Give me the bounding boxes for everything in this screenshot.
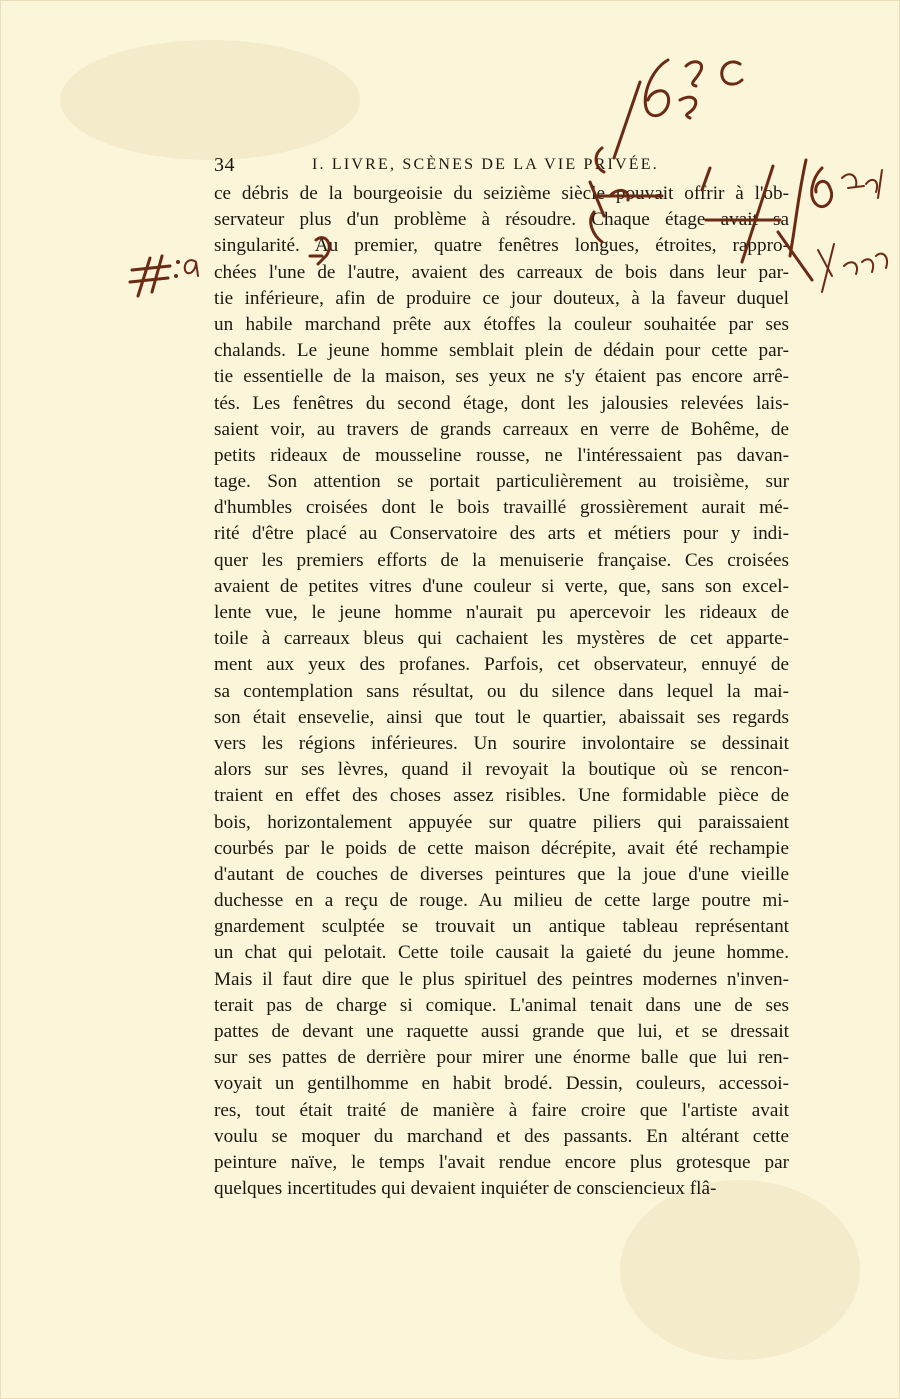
text-line: servateur plus d'un problème à résoudre. Chaque étage avait sa [214,209,789,231]
text-line: Mais il faut dire que le plus spirituel des peintres modernes n'inven- [214,968,789,990]
text-line: vers les régions inférieures. Un sourire involontaire se dessinait [214,732,789,754]
text-line: petits rideaux de mousseline rousse, ne l'intéressaient pas davan- [214,444,789,466]
text-line: rité d'être placé au Conservatoire des arts et métiers pour y indi- [214,523,789,545]
text-line: voyait un gentilhomme en habit brodé. Dessin, couleurs, accessoi- [214,1073,789,1095]
text-line: sa contemplation sans résultat, ou du silence dans lequel la mai- [214,680,789,702]
paper-stain [60,40,360,160]
text-line: d'autant de couches de diverses peintures que la joue d'une vieille [214,863,789,885]
top-margin-note [614,60,742,158]
text-line: un chat qui pelotait. Cette toile causait la gaieté du jeune homme. [214,942,789,964]
text-line: peinture naïve, le temps l'avait rendue encore plus grotesque par [214,1151,789,1173]
text-line: avaient de petites vitres d'une couleur si verte, que, sans son excel- [214,575,789,597]
text-line: chées l'une de l'autre, avaient des carreaux de bois dans leur par- [214,261,789,283]
text-line: toile à carreaux bleus qui cachaient les mystères de cet apparte- [214,628,789,650]
paper-stain [620,1180,860,1360]
text-line: chalands. Le jeune homme semblait plein de dédain pour cette par- [214,340,789,362]
page-header [214,154,789,180]
text-line: gnardement sculptée se trouvait un antique tableau représentant [214,916,789,938]
text-line: ment aux yeux des profanes. Parfois, cet observateur, ennuyé de [214,654,789,676]
text-line: quelques incertitudes qui devaient inquiéter de consciencieux flâ- [214,1178,717,1200]
text-line: tie inférieure, afin de produire ce jour douteux, à la faveur duquel [214,287,789,309]
text-line: terait pas de charge si comique. L'animal tenait dans une de ses [214,994,789,1016]
text-line: sur ses pattes de derrière pour mirer une énorme balle que lui ren- [214,1047,789,1069]
text-line: pattes de devant une raquette aussi grande que lui, et se dressait [214,1021,789,1042]
text-line: un habile marchand prête aux étoffes la couleur souhaitée par ses [214,313,789,335]
text-line: res, tout était traité de manière à faire croire que l'artiste avait [214,1099,789,1121]
text-line: voulu se moquer du marchand et des passants. En altérant cette [214,1125,789,1147]
text-line: singularité. Au premier, quatre fenêtres longues, étroites, rappro- [214,235,789,257]
text-line: duchesse en a reçu de rouge. Au milieu de cette large poutre mi- [214,890,789,912]
text-line: bois, horizontalement appuyée sur quatre piliers qui paraissaient [214,811,789,833]
text-line: d'humbles croisées dont le bois travaillé grossièrement aurait mé- [214,497,789,519]
text-line: tage. Son attention se portait particulièrement au troisième, sur [214,471,789,493]
text-line: tie essentielle de la maison, ses yeux ne s'y étaient pas encore arrê- [214,366,789,388]
text-line: traient en effet des choses assez risibles. Une formidable pièce de [214,785,789,807]
text-line: quer les premiers efforts de la menuiserie française. Ces croisées [214,549,789,571]
text-line: alors sur ses lèvres, quand il revoyait la boutique où se rencon- [214,759,789,781]
page-number: 34 [214,154,235,176]
text-line: saient voir, au travers de grands carreaux en verre de Bohême, de [214,418,789,440]
text-line: lente vue, le jeune homme n'aurait pu apercevoir les rideaux de [214,602,789,623]
text-line: ce débris de la bourgeoisie du seizième siècle pouvait offrir à l'ob- [214,183,789,204]
text-line: tés. Les fenêtres du second étage, dont les jalousies relevées lais- [214,392,789,414]
left-margin-note [130,256,198,296]
text-line: courbés par le poids de cette maison décrépite, avait été rechampie [214,837,789,859]
body-text [214,181,789,1202]
text-line: son était ensevelie, ainsi que tout le quartier, abaissait ses regards [214,706,789,728]
running-head: I. LIVRE, SCÈNES DE LA VIE PRIVÉE. [312,156,659,173]
